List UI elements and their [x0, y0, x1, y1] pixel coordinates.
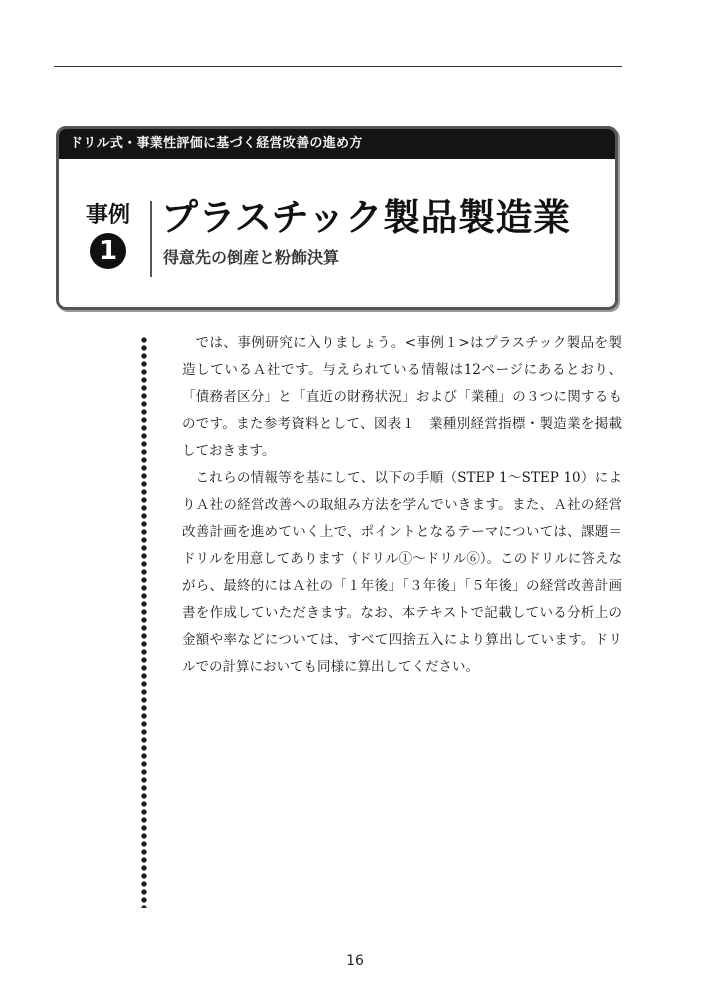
page-number: 16	[346, 953, 364, 969]
dotted-margin-line	[140, 336, 148, 908]
case-label: 事例	[85, 203, 130, 228]
body-paragraph: これらの情報等を基にして、以下の手順（STEP 1～STEP 10）によりＡ社の経営改善への取組み方法を学んでいきます。また、Ａ社の経営改善計画を進めていく上で、ポイントとなるテーマについては、課題＝ドリルを用意してあります（ドリル①～ドリル⑥）。このドリルに答えながら、最終的にはＡ社の「１年後」「３年後」「５年後」の経営改善計画書を作成していただきます。なお、本テキストで記載している分析上の金額や率などについては、すべて四捨五入により算出しています。ドリルでの計算においても同様に算出してください。	[182, 470, 622, 675]
body-text	[182, 330, 622, 681]
series-banner: ドリル式・事業性評価に基づく経営改善の進め方	[59, 129, 615, 159]
case-divider	[150, 201, 152, 277]
case-title: プラスチック製品製造業	[161, 196, 571, 239]
top-rule	[54, 66, 622, 67]
body-paragraph: では、事例研究に入りましょう。<事例１>はプラスチック製品を製造しているＡ社です。与えられている情報は12ページにあるとおり、「債務者区分」と「直近の財務状況」および「業種」の３つに関するものです。また参考資料として、図表１ 業種別経営指標・製造業を掲載しておきます。	[182, 335, 622, 459]
case-subtitle: 得意先の倒産と粉飾決算	[163, 248, 340, 267]
case-number-badge: 1	[90, 233, 126, 269]
case-header-box	[56, 126, 618, 310]
